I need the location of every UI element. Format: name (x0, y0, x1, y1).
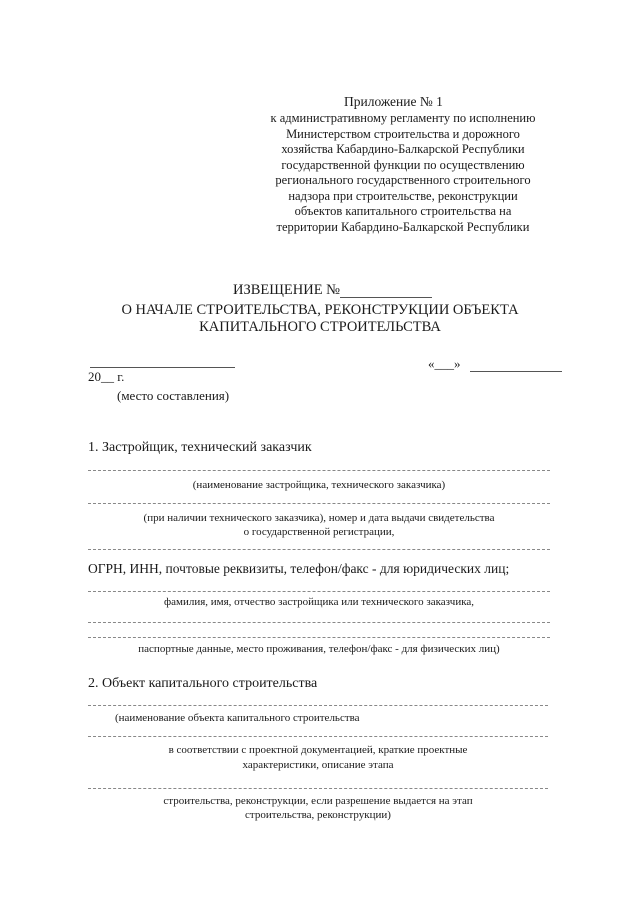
section2-title: 2. Объект капитального строительства (88, 676, 318, 691)
fill-line (88, 470, 550, 471)
heading-line-3: КАПИТАЛЬНОГО СТРОИТЕЛЬСТВА (199, 319, 441, 335)
place-line (90, 367, 235, 368)
fill-line (88, 788, 548, 789)
section1-caption-2b: о государственной регистрации, (243, 526, 395, 538)
fill-line (88, 591, 550, 592)
notice-title: ИЗВЕЩЕНИЕ № (233, 282, 341, 298)
appendix-text (228, 111, 578, 235)
section2-caption-3b: строительства, реконструкции) (245, 809, 391, 821)
appendix-line: хозяйства Кабардино-Балкарской Республики (281, 142, 525, 156)
section1-caption-1: (наименование застройщика, технического заказчика) (192, 479, 446, 491)
appendix-line: объектов капитального строительства на (294, 204, 512, 218)
section1-title: 1. Застройщик, технический заказчик (88, 440, 312, 455)
appendix-line: к административному регламенту по исполнению (270, 111, 536, 125)
fill-line (88, 549, 550, 550)
place-caption: (место составления) (117, 388, 230, 403)
section2-caption-2a: в соответствии с проектной документацией, краткие проектные (168, 744, 468, 756)
appendix-line: надзора при строительстве, реконструкции (288, 188, 518, 203)
appendix-line: территории Кабардино-Балкарской Республики (276, 219, 530, 234)
fill-line (88, 705, 548, 706)
section2-caption-1: (наименование объекта капитального строительства (115, 712, 360, 724)
fill-line (88, 622, 550, 623)
date-day: «___» (428, 356, 461, 371)
section2-caption-3a: строительства, реконструкции, если разрешение выдается на этап (163, 795, 473, 807)
date-month-line (470, 371, 562, 372)
appendix-line: регионального государственного строительного (275, 173, 531, 187)
appendix-line: Министерством строительства и дорожного (286, 126, 520, 141)
notice-number-line (340, 297, 432, 298)
ogrn-line: ОГРН, ИНН, почтовые реквизиты, телефон/факс - для юридических лиц; (88, 561, 510, 576)
appendix-title: Приложение № 1 (344, 94, 443, 109)
heading-line-2: О НАЧАЛЕ СТРОИТЕЛЬСТВА, РЕКОНСТРУКЦИИ ОБЪЕКТА (121, 302, 519, 318)
section2-caption-2b: характеристики, описание этапа (242, 759, 394, 771)
section1-caption-4: паспортные данные, место проживания, телефон/факс - для физических лиц) (138, 643, 500, 655)
fill-line (88, 503, 550, 504)
appendix-line: государственной функции по осуществлению (281, 157, 525, 172)
fill-line (88, 637, 550, 638)
section1-caption-3: фамилия, имя, отчество застройщика или технического заказчика, (163, 596, 475, 608)
fill-line (88, 736, 548, 737)
section1-caption-2a: (при наличии технического заказчика), номер и дата выдачи свидетельства (143, 512, 495, 524)
date-year: 20__ г. (88, 369, 125, 384)
